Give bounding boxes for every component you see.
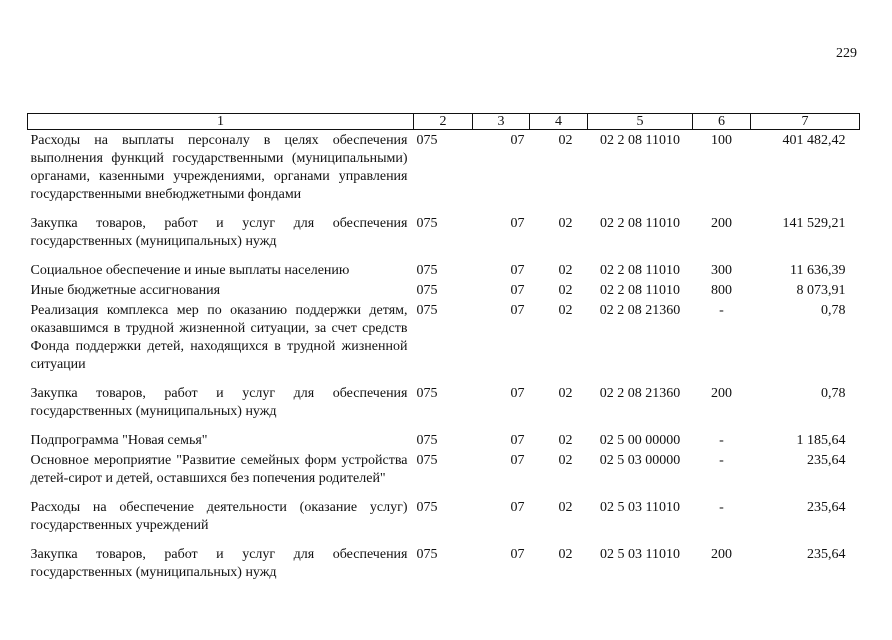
table-row (28, 213, 860, 260)
ministry-code: 075 (416, 303, 438, 318)
amount: 0,78 (821, 303, 846, 318)
subsection-code: 02 (558, 216, 573, 231)
expense-type-code: 200 (711, 547, 732, 562)
amount: 0,78 (821, 386, 846, 401)
section-code: 07 (510, 216, 525, 231)
amount: 1 185,64 (796, 433, 846, 448)
ministry-code: 075 (416, 453, 438, 468)
ministry-code: 075 (416, 386, 438, 401)
table-row (28, 544, 860, 582)
subsection-code: 02 (558, 433, 573, 448)
amount: 235,64 (807, 500, 846, 515)
column-header: 3 (473, 114, 530, 130)
amount: 8 073,91 (796, 283, 846, 298)
target-article-code: 02 2 08 11010 (600, 216, 680, 231)
ministry-code: 075 (416, 263, 438, 278)
ministry-code: 075 (416, 433, 438, 448)
table-row (28, 497, 860, 544)
column-header: 2 (414, 114, 473, 130)
target-article-code: 02 5 03 00000 (599, 453, 681, 468)
row-name: Подпрограмма "Новая семья" (30, 433, 208, 448)
ministry-code: 075 (416, 547, 438, 562)
target-article-code: 02 5 00 00000 (599, 433, 681, 448)
expense-type-code: 200 (711, 386, 732, 401)
section-code: 07 (510, 283, 525, 298)
row-name: Закупка товаров, работ и услуг для обеспечения государственных (муниципальных) нужд (30, 216, 408, 249)
target-article-code: 02 2 08 11010 (600, 283, 680, 298)
expense-type-code: - (719, 500, 724, 515)
column-header: 1 (28, 114, 414, 130)
subsection-code: 02 (558, 547, 573, 562)
expense-type-code: 300 (711, 263, 732, 278)
subsection-code: 02 (558, 453, 573, 468)
subsection-code: 02 (558, 283, 573, 298)
row-name: Расходы на обеспечение деятельности (оказание услуг) государственных учреждений (30, 500, 408, 533)
column-header: 5 (588, 114, 693, 130)
target-article-code: 02 2 08 11010 (600, 133, 680, 148)
subsection-code: 02 (558, 133, 573, 148)
table-row (28, 383, 860, 430)
target-article-code: 02 5 03 11010 (600, 547, 680, 562)
subsection-code: 02 (558, 500, 573, 515)
row-name: Социальное обеспечение и иные выплаты населению (30, 263, 350, 278)
table-row (28, 450, 860, 497)
row-name: Реализация комплекса мер по оказанию поддержки детям, оказавшимся в трудной жизненной ситуации, за счет средств Фонда поддержки детей, находящихся в трудной жизненной ситуации (30, 303, 408, 372)
ministry-code: 075 (416, 133, 438, 148)
row-name: Основное мероприятие "Развитие семейных форм устройства детей-сирот и детей, оставшихся без попечения родителей" (30, 453, 408, 486)
target-article-code: 02 2 08 21360 (599, 386, 681, 401)
ministry-code: 075 (416, 283, 438, 298)
subsection-code: 02 (558, 263, 573, 278)
row-name: Расходы на выплаты персоналу в целях обеспечения выполнения функций государственными (муниципальными) органами, казенными учреждениями, органами управления государственными внебюджетными фондами (30, 133, 408, 202)
amount: 235,64 (807, 453, 846, 468)
row-name: Закупка товаров, работ и услуг для обеспечения государственных (муниципальных) нужд (30, 547, 408, 580)
ministry-code: 075 (416, 500, 438, 515)
subsection-code: 02 (558, 303, 573, 318)
section-code: 07 (510, 263, 525, 278)
column-header: 6 (693, 114, 751, 130)
expense-type-code: - (719, 453, 724, 468)
row-name: Иные бюджетные ассигнования (30, 283, 221, 298)
section-code: 07 (510, 386, 525, 401)
target-article-code: 02 2 08 11010 (600, 263, 680, 278)
expense-type-code: - (719, 303, 724, 318)
table-row (28, 260, 860, 280)
section-code: 07 (510, 453, 525, 468)
ministry-code: 075 (416, 216, 438, 231)
section-code: 07 (510, 433, 525, 448)
target-article-code: 02 2 08 21360 (599, 303, 681, 318)
expense-type-code: - (719, 433, 724, 448)
table-row (28, 130, 860, 214)
row-name: Закупка товаров, работ и услуг для обеспечения государственных (муниципальных) нужд (30, 386, 408, 419)
amount: 235,64 (807, 547, 846, 562)
target-article-code: 02 5 03 11010 (600, 500, 680, 515)
subsection-code: 02 (558, 386, 573, 401)
section-code: 07 (510, 547, 525, 562)
table-row (28, 280, 860, 300)
amount: 11 636,39 (790, 263, 846, 278)
expense-type-code: 100 (711, 133, 732, 148)
amount: 141 529,21 (782, 216, 846, 231)
header-row (28, 114, 860, 130)
column-header: 4 (530, 114, 588, 130)
page-number: 229 (836, 46, 857, 61)
section-code: 07 (510, 303, 525, 318)
budget-table (27, 113, 860, 582)
section-code: 07 (510, 500, 525, 515)
table-row (28, 430, 860, 450)
column-header: 7 (751, 114, 860, 130)
expense-type-code: 200 (711, 216, 732, 231)
amount: 401 482,42 (782, 133, 846, 148)
expense-type-code: 800 (711, 283, 732, 298)
section-code: 07 (510, 133, 525, 148)
table-row (28, 300, 860, 383)
